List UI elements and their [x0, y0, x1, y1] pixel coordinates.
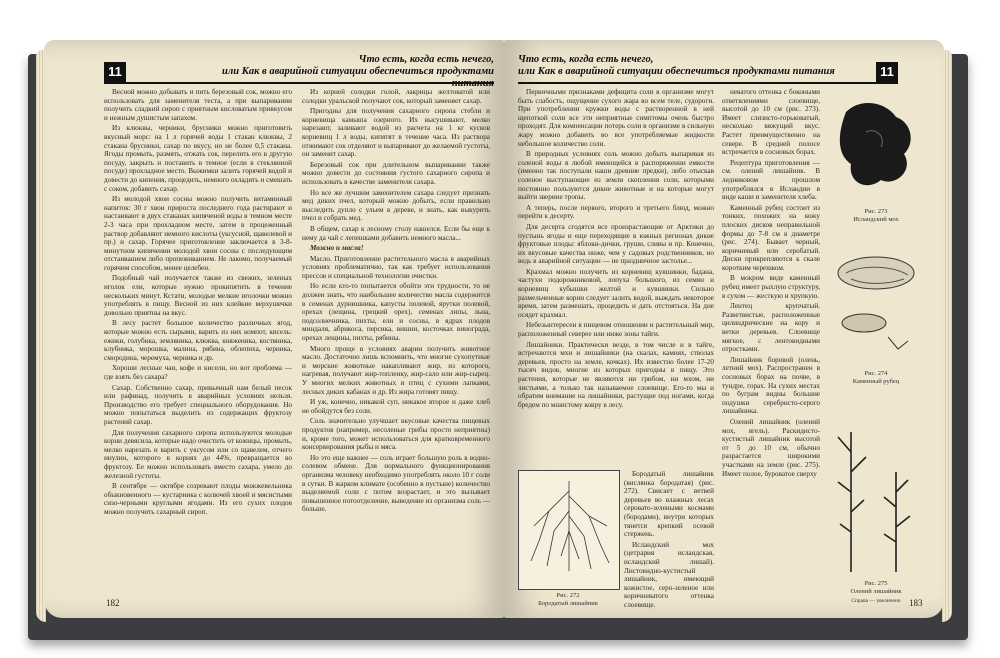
- header-rule-left: [104, 82, 494, 84]
- paragraph: Олений лишайник (олений мох, ягель). Раскидисто-кустистый лишайник высотой от 5 до 10 см, обычно разрастается широкими участками на земле (рис. 275). Имеет полое, буроватое сверху: [722, 417, 820, 478]
- paragraph: Лишайники. Практически везде, в том числе и в тайге, встречаются мхи и лишайники (на скалах, камнях, стволах деревьев, просто на земле, кочках). Их известно более 17-20 тысяч видов, многие из которых пригодны в пищу. Это растения, которые не являются ни грибом, ни мхом, ни листьями, а только так называемое слоевище. Его-то мы и обратим внимание на лишайники, растущие под ногами, когда бредем по мшистому ковру в лесу.: [518, 340, 714, 409]
- paragraph: В природных условиях соль можно добыть выпаривая из соленой воды в любой имеющейся в распоряжении емкости (именно так поступали наши древние предки), либо отыскав соленое выступающие из земли скопления соли, которыми постоянно пользуются дикие животные и на которые могут выйти зверине тропы.: [518, 150, 714, 202]
- bearded-lichen-text: [624, 470, 714, 610]
- reindeer-lichen-drawing: [826, 412, 926, 577]
- paragraph: Первичными признаками дефицита соли в организме могут быть слабость, ощущение сухого жара во всем теле, судороги. При употреблении кружки воды с растворенной в ней щепоткой соли все эти неприятные симптомы очень быстро проходят. Для компенсации потерь соли в организме в сильную жару можно добавить во все употребляемые жидкости небольшое количество соли.: [518, 88, 714, 148]
- iceland-moss-drawing: [826, 92, 926, 204]
- paragraph: Но если кто-то попытается обойти эти трудности, то не должен знать, что наибольшее количество масла содержится в семенах дурнишника, капусты полевой, ярутки полевой, орехах (лещина, грецкий орех), семенах липы, льна, подсолнечника, пихты, ели и сосны, в ядрах плодов миндаля, абрикоса, персика, вишни, косточках винограда, орехах лещины, пихты, рябины.: [302, 282, 490, 343]
- caption-fig-273: Рис. 273 Исландский мох: [853, 208, 899, 223]
- figure-272-bearded-lichen: [518, 470, 620, 590]
- paragraph: В общем, сахар к лесному столу нашелся. Если бы еще к нему да чай с лепешками добавить немного масла...: [302, 224, 490, 242]
- paragraph: Масло. Приготовление растительного масла в аварийных условиях проблематично, так как требует использования прессов и специальной технологии очистки.: [302, 254, 490, 280]
- header-line2: или Как в аварийной ситуации обеспечиться продуктами питания: [518, 66, 835, 77]
- figure-273-iceland-moss: [826, 92, 926, 204]
- header-line2: или Как в аварийной ситуации обеспечиться продуктами: [222, 66, 494, 77]
- running-header-left: [194, 54, 494, 90]
- paragraph: А теперь, после первого, второго и третьего блюд, можно перейти к десерту.: [518, 203, 714, 221]
- left-column-2: [302, 88, 490, 593]
- header-line1: Что есть, когда есть нечего,: [518, 54, 654, 65]
- paragraph: Пригодны для получения сахарного сиропа стебли и корневища камыша озерного. Их высушивают, мелко нарезают, заливают водой из расчета на 1 кг кусков корневищ 1 л воды, кипятят в течение часа. Из раствора отжимают сок отделяют и выпаривают до желаемой густоты, он заменит сахар.: [302, 107, 490, 159]
- header-line1: Что есть, когда есть нечего,: [358, 54, 494, 65]
- open-book: [8, 40, 983, 640]
- paragraph: Хороши лесные чаи, кофе и кисели, но вот проблема — где взять без сахара?: [104, 364, 292, 381]
- paragraph: Из молодой хвои сосны можно получить витаминный напиток: 30 г хвои прироста последнего года растирают и настаивают в двух стаканах кипяченой воды в темном месте 2-3 часа при прохладном месте, затем в процеженный раствор добавляют немного кислоты (уксусной, щавелевой и пр.) и сахар. Горячее приготовление заключается в 3-8-минутном кипячении молодой хвои сосны с последующим отстаиванием либо пропеживанием. Не лакомо, получаемый горячим способом, менее целебен.: [104, 195, 292, 272]
- page-number-right: 183: [909, 598, 923, 608]
- right-column-2: [722, 88, 820, 593]
- chapter-number-box-right: 11: [876, 62, 898, 82]
- left-page: [44, 40, 504, 618]
- paragraph: В сентябре — октябре созревают плоды можжевельника обыкновенного — кустарника с колючей хвоей и мясистыми сизо-черными круглыми ягодами. Из его сухих плодов можно получить сахарный сироп.: [104, 482, 292, 516]
- rock-tripe-drawing: [826, 245, 926, 365]
- figure-275-reindeer-lichen: [826, 412, 926, 577]
- paragraph: Подобный чай получается также из свежих, зеленых иголок ели, которые нужно прокипятить в течение нескольких минут. Кстати, молодые мелкие иголочки можно употреблять в пищу. Весной из них клейкие верхушечки довольно приятны на вкус.: [104, 274, 292, 317]
- lichen-drawing: [519, 471, 619, 589]
- paragraph: В мокром виде каменный рубец имеет рыхлую структуру, в сухом — жесткую и хрупкую.: [722, 274, 820, 300]
- paragraph: Сахар. Собственно сахар, привычный нам белый песок или рафинад, получить в аварийных условиях нельзя. Производство его требует специального оборудования. Но можно попытаться выделить из содержащих фруктозу растений сахар.: [104, 383, 292, 426]
- paragraph: Исландский мох (цетрария исландская, исландский лишай). Листовидно-кустистый лишайник, имеющий кожистое, серо-зеленое или коричневатого оттенка слоевище.: [624, 540, 714, 609]
- left-column-1: [104, 88, 292, 593]
- paragraph: Крахмал можно получить из корневищ кувшинки, бадана, частухи подорожниковой, лопуха большого, из семян и корневищ кубышки желтой и кувшинки. Сильно размельченные корни следует залить водой, выждать некоторое время, затем размешать, процедить и дать отстояться. На дне осядет крахмал.: [518, 267, 714, 319]
- paragraph: Много проще в условиях аварии получить животное масло. Достаточно лишь вспомнить, что многие сухопутные и морские животные накапливают жир, из которого, нагревая, получают жир-топленку, жир-сало или жир-сырец. У многих мелких животных и птиц с сухими лапками, лесных диких кабанах и др. Из жира готовят пищу.: [302, 344, 490, 396]
- paragraph: В лесу растет большое количество различных ягод, которые можно есть сырыми, варить из них компот, кисель: ежики, голубика, земляника, клюква, княженика, костяника, клубника, морошка, малина, рябина, облепиха, черника, смородина, черемуха, черника и др.: [104, 319, 292, 362]
- running-header-right: [518, 54, 848, 78]
- paragraph: Для получения сахарного сиропа используются молодые корни девясила, которые надо очистить от кожицы, промыть, мелко нарезать и варить с уксусом или со щавелем, отчего инулин, которого в корнях до 44%, превращается во фруктозу. Ее можно использовать вместо сахара, умело до железной густоты.: [104, 428, 292, 480]
- chapter-number-box-left: 11: [104, 62, 126, 82]
- paragraph: Лентец крупчатый. Разветвистые, расположенные цилиндрические на кору и ветки деревьев. Слоевище мягкое, с лентовидными отростками.: [722, 302, 820, 354]
- page-number-left: 182: [106, 598, 120, 608]
- paragraph: Рецептура приготовления — см. олений лишайник. В ледниковом прошлом употреблялся в Исландии в виде каши и заменителя хлеба.: [722, 158, 820, 202]
- figure-274-rock-tripe: [826, 245, 926, 365]
- paragraph: Но все же лучшим заменителем сахара следует признать мед диких пчел, который можно добыть, если правильно выследить дупло с ульем в дереве, и знать, как выкурить пчел и собрать мед.: [302, 188, 490, 223]
- paragraph: Лишайник боровой (олень, летний мох). Распространен в сосновых борах на почве, в тундре, горах. На сухих местах по буграм видны большие подушки серебристо-серого лишайника.: [722, 355, 820, 416]
- caption-fig-274: Рис. 274 Каменный рубец: [852, 370, 900, 385]
- caption-fig-275-note: Справа — увеличено: [851, 598, 901, 604]
- paragraph: Но это еще важнее — соль играет большую роль в водно-солевом обмене. Для нормального функционирования организма человеку необходимо употреблять около 10 г соли в сутки. В жарком климате (особенно в пустыне) количество выделяемой соли с потом возрастает, и это вызывает повышенное потоотделение, выведение из организма соль — больше.: [302, 453, 490, 514]
- paragraph: Березовый сок при длительном выпаривании также можно довести до состояния густого сахарного сиропа и использовать в качестве заменителя сахара.: [302, 160, 490, 186]
- paragraph: Из клюквы, черники, брусники можно приготовить вкусный морс: на 1 л горячей воды 1 стакан клюквы, 2 стакана брусники, сахар по вкусу, но не более 0,5 стакана. Ягоды промыть, размять, отжать сок, перелить его в другую посуду, закрыть и поставить в темное (если в стеклянной посуде) прохладное место. Выжимки залить горячей водой и довести до кипения, процедить, немного охладить и смешать с соком, добавить сахар.: [104, 124, 292, 193]
- paragraph: Бородатый лишайник (вислянка бородатая) (рис. 272). Свисает с ветвей деревьев во влажных лесах серовато-зелеными космами (бородами), внутри которых тянется крепкий осевой стержень.: [624, 470, 714, 539]
- paragraph: Каменный рубец состоит из тонких, похожих на кожу плоских дисков неправильной формы до 7-8 см в диаметре (рис. 274). Бывает черный, коричневый или серобатый. Диски прикрепляются к скале коротким черешком.: [722, 203, 820, 272]
- paragraph: Небезынтересен в пищевом отношении и растительный мир, расположенный северее или ниже зоны тайги.: [518, 321, 714, 339]
- caption-fig-272: Рис. 272 Бородатый лишайник: [538, 592, 598, 607]
- paragraph: Для десерта сгодятся все произрастающие от Арктики до пустынь ягоды и еще переходящие в южных регионах дикие фруктовые плоды: яблоки-дички, груши, сливы и пр. Конечно, их вкусовые качества ниже, чем у садовых родственников, но ведь в аварийной ситуации — не праздничное застолье...: [518, 222, 714, 266]
- caption-fig-275: Рис. 275 Олений лишайник: [850, 580, 902, 595]
- right-column-1: [518, 88, 714, 463]
- header-rule-right: [518, 82, 898, 84]
- paragraph: Из корней солодки голой, лакрицы желтоватой или солодки уральской получают сок, который заменяет сахар.: [302, 88, 490, 105]
- paragraph: Можно и масла!: [310, 244, 364, 253]
- paragraph: неватого оттенка с бокоными ответвлениями слоевище, высотой до 10 см (рис. 273). Имеет слизисто-горьковатый, несколько вяжущий вкус. Растет преимущественно на севере. В средней полосе встречается в сосновых борах.: [722, 88, 820, 157]
- paragraph: Весной можно добывать и пить березовый сок, можно его использовать для заменителя теста, а при выпаривании получить сладкий сироп с приятным кисловатым привкусом и нежным душистым запахом.: [104, 88, 292, 122]
- right-page: [504, 40, 944, 618]
- paragraph: Соль значительно улучшает вкусовые качества пищевых продуктов (например, несоленые грибы просто неприятны) и, кроме того, может использоваться для кратковременного консервирования рыбы и мяса.: [302, 417, 490, 452]
- paragraph: И уж, конечно, никакой суп, никакое второе и даже хлеб не обойдутся без соли.: [302, 398, 490, 415]
